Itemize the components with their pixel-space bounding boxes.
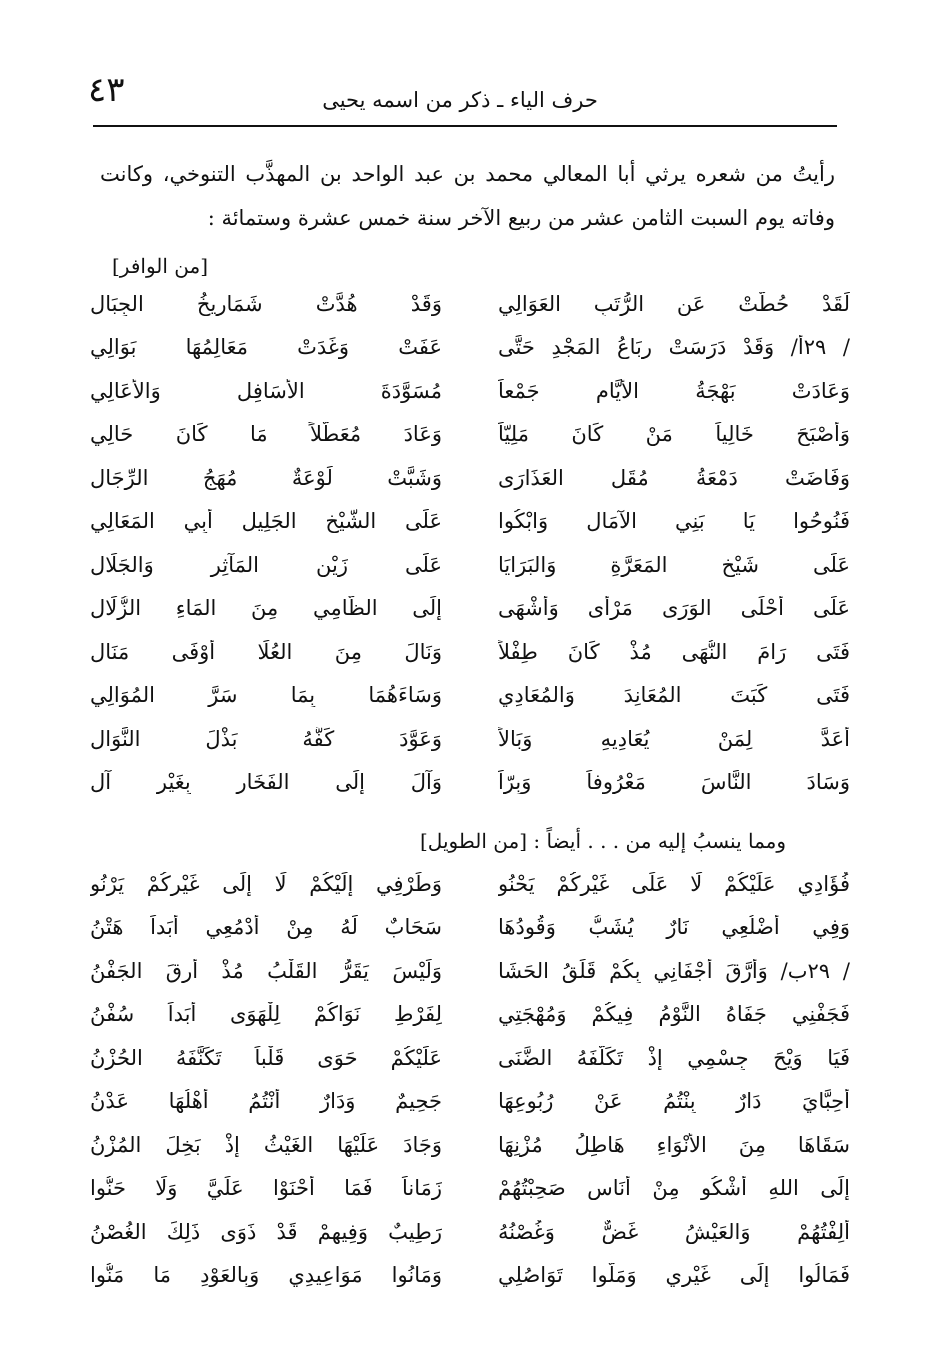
second-hemistich: وَمَانُوا مَوَاعِيدِي وَبِالعَوْدِ مَا مَنُّوا bbox=[90, 1263, 442, 1288]
second-hemistich: عَلَى زَيْنِ المَآثِرِ وَالجَلَالِ bbox=[90, 552, 442, 577]
second-hemistich: وَعَوَّدَ كَفَّهُ بَذْلَ النَّوَالِ bbox=[90, 726, 442, 751]
second-hemistich: وَآلَ إِلَى الفَخَارِ بِغَيْرِ آلِ bbox=[90, 770, 442, 795]
verse bbox=[90, 1123, 850, 1167]
verse bbox=[90, 369, 850, 413]
second-hemistich: عَفَتْ وَغَدَتْ مَعَالِمُهَا بَوَالِي bbox=[90, 335, 442, 360]
first-hemistich: / ٢٩أ/ وَقَدْ دَرَسَتْ رِبَاعُ المَجْدِ حَتَّى bbox=[498, 335, 850, 360]
intro-line-2: وفاته يوم السبت الثامن عشر من ربيع الآخر سنة خمس عشرة وستمائة : bbox=[207, 206, 835, 230]
verse bbox=[90, 1254, 850, 1298]
intro-paragraph bbox=[100, 152, 835, 240]
second-hemistich: لِفَرْطِ نَوَاكُمْ لِلْهَوَى أَبَداً سُفْنُ bbox=[90, 1002, 442, 1027]
header-rule bbox=[93, 125, 837, 127]
second-hemistich: وَقَدْ هُدَّتْ شَمَارِيخُ الجِبَالِ bbox=[90, 291, 442, 316]
second-hemistich: وَنَالَ مِنَ العُلَا أَوْفَى مَنَالِ bbox=[90, 639, 442, 664]
meter-label: [من الوافر] bbox=[112, 254, 209, 278]
second-hemistich: رَطِيبٌ وَفِيهِمْ قَدْ ذَوَى ذَلِكَ الغُصْنُ bbox=[90, 1219, 442, 1244]
first-hemistich: عَلَى شَيْخِ المَعَرَّةِ وَالبَرَايَا bbox=[498, 552, 850, 577]
running-head: حرف الياء ـ ذكر من اسمه يحيى bbox=[322, 88, 598, 112]
verse bbox=[90, 906, 850, 950]
first-hemistich: وَسَادَ النَّاسَ مَعْرُوفاً وَبِرّاً bbox=[498, 770, 850, 795]
first-hemistich: فَتَى كَبَتَ المُعَانِدَ وَالمُعَادِي bbox=[498, 683, 850, 708]
first-hemistich: وَفَاضَتْ دَمْعَةُ مُقَلِ العَذَارَى bbox=[498, 465, 850, 490]
verse bbox=[90, 1036, 850, 1080]
verse bbox=[90, 587, 850, 631]
second-hemistich: وَسَاءَهُمَا بِمَا سَرَّ المُوَالِي bbox=[90, 683, 442, 708]
first-hemistich: عَلَى أَحْلَى الوَرَى مَرْأَى وَأَشْهَى bbox=[498, 596, 850, 621]
verse bbox=[90, 500, 850, 544]
first-hemistich: فُؤَادِي عَلَيْكُمْ لَا عَلَى غَيْرِكُمْ يَحْنُو bbox=[498, 871, 850, 896]
verse bbox=[90, 1167, 850, 1211]
verse bbox=[90, 862, 850, 906]
verse bbox=[90, 630, 850, 674]
second-hemistich: عَلَى الشَّيْخِ الجَلِيلِ أَبِي المَعَالِي bbox=[90, 509, 442, 534]
second-hemistich: عَلَيْكُمْ حَوَى قَلْباً تَكَنَّفَهُ الحُزْنُ bbox=[90, 1045, 442, 1070]
verse bbox=[90, 456, 850, 500]
first-hemistich: فَمَالُوا إِلَى غَيْرِي وَمَلُّوا تَوَاصُلِي bbox=[498, 1263, 850, 1288]
second-hemistich: جَحِيمٌ وَدَارٌ أَنْتُمُ أَهْلُهَا عَدْنُ bbox=[90, 1089, 442, 1114]
verse bbox=[90, 282, 850, 326]
poem-wafir bbox=[90, 282, 850, 804]
second-hemistich: وَطَرْفِي إِلَيْكُمْ لَا إِلَى غَيْرِكُمْ يَرْنُو bbox=[90, 871, 442, 896]
first-hemistich: فَيَا وَيْحَ جِسْمِي إِذْ تَكَلَّفَهُ الضَّنَى bbox=[498, 1045, 850, 1070]
first-hemistich: فَنُوحُوا يَا بَنِي الآمَالِ وَابْكُوا bbox=[498, 509, 850, 534]
verse bbox=[90, 761, 850, 805]
second-hemistich: مُسَوَّدَةَ الأَسَافِلِ وَالأَعَالِي bbox=[90, 378, 442, 403]
first-hemistich: وَعَادَتْ بَهْجَةُ الأَيَّامِ جَمْعاً bbox=[498, 378, 850, 403]
section2-intro: ومما ينسبُ إليه من . . . أيضاً : [من الطويل] bbox=[420, 829, 787, 853]
first-hemistich: أَحِبَّايَ دَارٌ بِنْتُمُ عَنْ رُبُوعِهَا bbox=[498, 1089, 850, 1114]
first-hemistich: سَقَاهَا مِنَ الأَنْوَاءِ هَاطِلُ مُزْنِهَا bbox=[498, 1132, 850, 1157]
verse bbox=[90, 717, 850, 761]
second-hemistich: زَمَاناً فَمَا أَحْنَوْا عَلَيَّ وَلَا حَنُّوا bbox=[90, 1176, 442, 1201]
verse bbox=[90, 543, 850, 587]
first-hemistich: إِلَى اللهِ أَشْكُو مِنْ أُنَاسٍ صَحِبْتُهُمْ bbox=[498, 1176, 850, 1201]
first-hemistich: لَقَدْ حُطَّتْ عَنِ الرُّتَبِ العَوَالِي bbox=[498, 291, 850, 316]
first-hemistich: أَلِفْتُهُمْ وَالعَيْشُ غَضٌّ وَغُصْنُهُ bbox=[498, 1219, 850, 1244]
verse bbox=[90, 674, 850, 718]
second-hemistich: وَعَادَ مُعَطَّلاً مَا كَانَ حَالِي bbox=[90, 422, 442, 447]
verse bbox=[90, 949, 850, 993]
second-hemistich: سَحَابٌ لَهُ مِنْ أَدْمُعِي أَبَداً هَتْنُ bbox=[90, 915, 442, 940]
first-hemistich: / ٢٩ب/ وَأَرَّقَ أَجْفَانِي بِكُمْ قَلَقُ الحَشَا bbox=[498, 958, 850, 983]
first-hemistich: فَتَى رَامَ النُّهَى مُذْ كَانَ طِفْلاً bbox=[498, 639, 850, 664]
first-hemistich: فَجَفْنِي جَفَاهُ النَّوْمُ فِيكُمْ وَمُهْجَتِي bbox=[498, 1002, 850, 1027]
verse bbox=[90, 413, 850, 457]
second-hemistich: وَلَيْسَ يَقَرُّ القَلْبُ مُذْ أَرِقَ الجَفْنُ bbox=[90, 958, 442, 983]
verse bbox=[90, 1080, 850, 1124]
verse bbox=[90, 993, 850, 1037]
first-hemistich: وَأَصْبَحَ خَالِياً مَنْ كَانَ مَلِيّاً bbox=[498, 422, 850, 447]
second-hemistich: وَجَادَ عَلَيْهَا الغَيْثُ إِذْ بَخِلَ المُزْنُ bbox=[90, 1132, 442, 1157]
first-hemistich: أَعَدَّ لِمَنْ يُعَادِيهِ وَبَالاً bbox=[498, 726, 850, 751]
page-number: ٤٣ bbox=[88, 70, 125, 110]
poem-tawil bbox=[90, 862, 850, 1297]
intro-line-1: رأيتُ من شعره يرثي أبا المعالي محمد بن عبد الواحد بن المهذَّب التنوخي، وكانت bbox=[100, 162, 835, 186]
verse bbox=[90, 1210, 850, 1254]
second-hemistich: إِلَى الظَّامِي مِنَ المَاءِ الزُّلَالِ bbox=[90, 596, 442, 621]
verse bbox=[90, 326, 850, 370]
first-hemistich: وَفِي أَضْلُعِي نَارٌ يُشَبُّ وَقُودُهَا bbox=[498, 915, 850, 940]
second-hemistich: وَشَبَّتْ لَوْعَةٌ مُهَجُ الرِّجَالِ bbox=[90, 465, 442, 490]
